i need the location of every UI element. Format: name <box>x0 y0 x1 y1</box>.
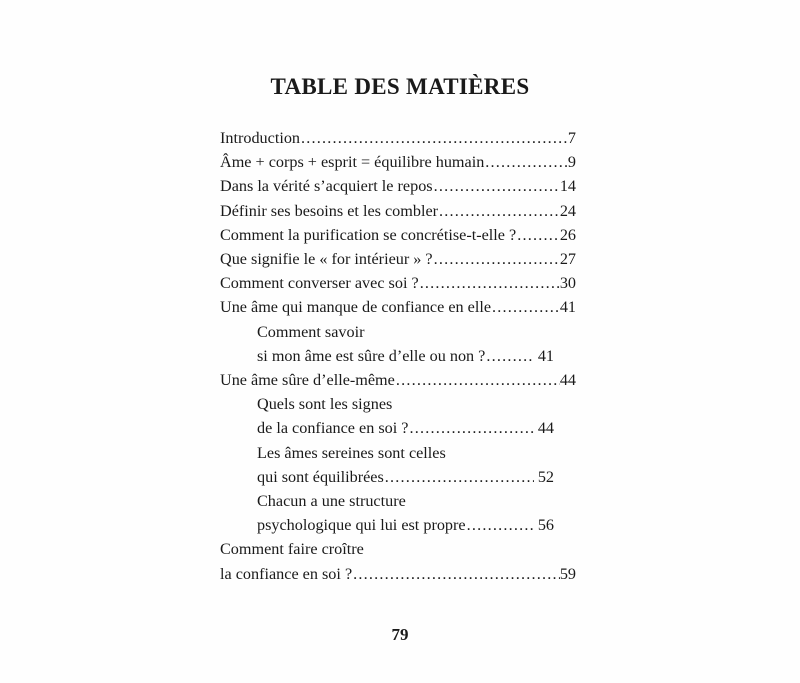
dot-leader <box>352 562 560 586</box>
toc-entry-title: Comment la purification se concrétise-t-elle ? <box>220 225 517 244</box>
toc-entry-title: Comment converser avec soi ? <box>220 274 419 293</box>
toc-subentry-title-line1: Quels sont les signes <box>257 395 393 414</box>
dot-leader <box>516 223 560 247</box>
toc-entry-page: 56 <box>537 516 554 535</box>
table-of-contents <box>220 126 576 586</box>
toc-entry-title: Définir ses besoins et les combler <box>220 201 439 220</box>
toc-entry <box>220 295 576 319</box>
toc-entry <box>220 174 576 198</box>
toc-subentry-title-line2: de la confiance en soi ? <box>257 419 409 438</box>
toc-entry-page: 41 <box>537 346 554 365</box>
dot-leader <box>438 199 560 223</box>
toc-entry-title-line1: Comment faire croître <box>220 540 364 559</box>
toc-entry <box>220 126 576 150</box>
toc-subentry-title-line1: Les âmes sereines sont celles <box>257 443 446 462</box>
toc-subentry-title-line1: Chacun a une structure <box>257 492 406 511</box>
page-title: TABLE DES MATIÈRES <box>270 74 530 99</box>
dot-leader <box>491 295 560 319</box>
toc-entry-title: Introduction <box>220 129 301 147</box>
toc-entry-page: 30 <box>559 274 576 293</box>
toc-entry <box>220 150 576 174</box>
toc-entry-page: 27 <box>559 250 576 269</box>
toc-entry <box>220 223 576 247</box>
page-number: 79 <box>391 625 409 644</box>
toc-entry <box>220 247 576 271</box>
dot-leader <box>419 271 560 295</box>
dot-leader <box>433 174 560 198</box>
toc-entry <box>220 271 576 295</box>
toc-entry-title: Une âme sûre d’elle-même <box>220 371 395 390</box>
toc-subentry-title-line1: Comment savoir <box>257 322 365 341</box>
toc-entry-page: 24 <box>559 201 576 220</box>
dot-leader <box>395 368 560 392</box>
toc-entry-page: 9 <box>567 153 576 172</box>
toc-subentry <box>257 320 554 368</box>
dot-leader <box>300 126 568 150</box>
toc-entry-page: 59 <box>559 564 576 583</box>
toc-subentry-title-line2: psychologique qui lui est propre <box>257 516 466 535</box>
dot-leader <box>484 150 568 174</box>
toc-entry-title-line2: la confiance en soi ? <box>220 564 353 583</box>
toc-entry-page: 7 <box>567 129 576 147</box>
dot-leader <box>485 344 533 368</box>
toc-entry-page: 44 <box>559 371 576 390</box>
dot-leader <box>384 465 534 489</box>
toc-entry-page: 14 <box>559 177 576 196</box>
toc-entry-page: 26 <box>559 225 576 244</box>
toc-entry-title: Que signifie le « for intérieur » ? <box>220 250 433 269</box>
toc-entry-page: 52 <box>537 467 554 486</box>
toc-subentry <box>257 441 554 489</box>
dot-leader <box>433 247 560 271</box>
toc-entry-title: Dans la vérité s’acquiert le repos <box>220 177 433 196</box>
dot-leader <box>466 513 534 537</box>
toc-subentry <box>257 489 554 537</box>
toc-entry <box>220 199 576 223</box>
toc-entry-title: Une âme qui manque de confiance en elle <box>220 298 492 317</box>
dot-leader <box>408 416 533 440</box>
toc-entry <box>220 537 576 585</box>
toc-subentry-title-line2: si mon âme est sûre d’elle ou non ? <box>257 346 486 365</box>
toc-entry-title: Âme + corps + esprit = équilibre humain <box>220 153 485 172</box>
toc-entry-page: 44 <box>537 419 554 438</box>
toc-entry <box>220 368 576 392</box>
toc-entry-page: 41 <box>559 298 576 317</box>
toc-subentry <box>257 392 554 440</box>
toc-subentry-title-line2: qui sont équilibrées <box>257 467 384 486</box>
